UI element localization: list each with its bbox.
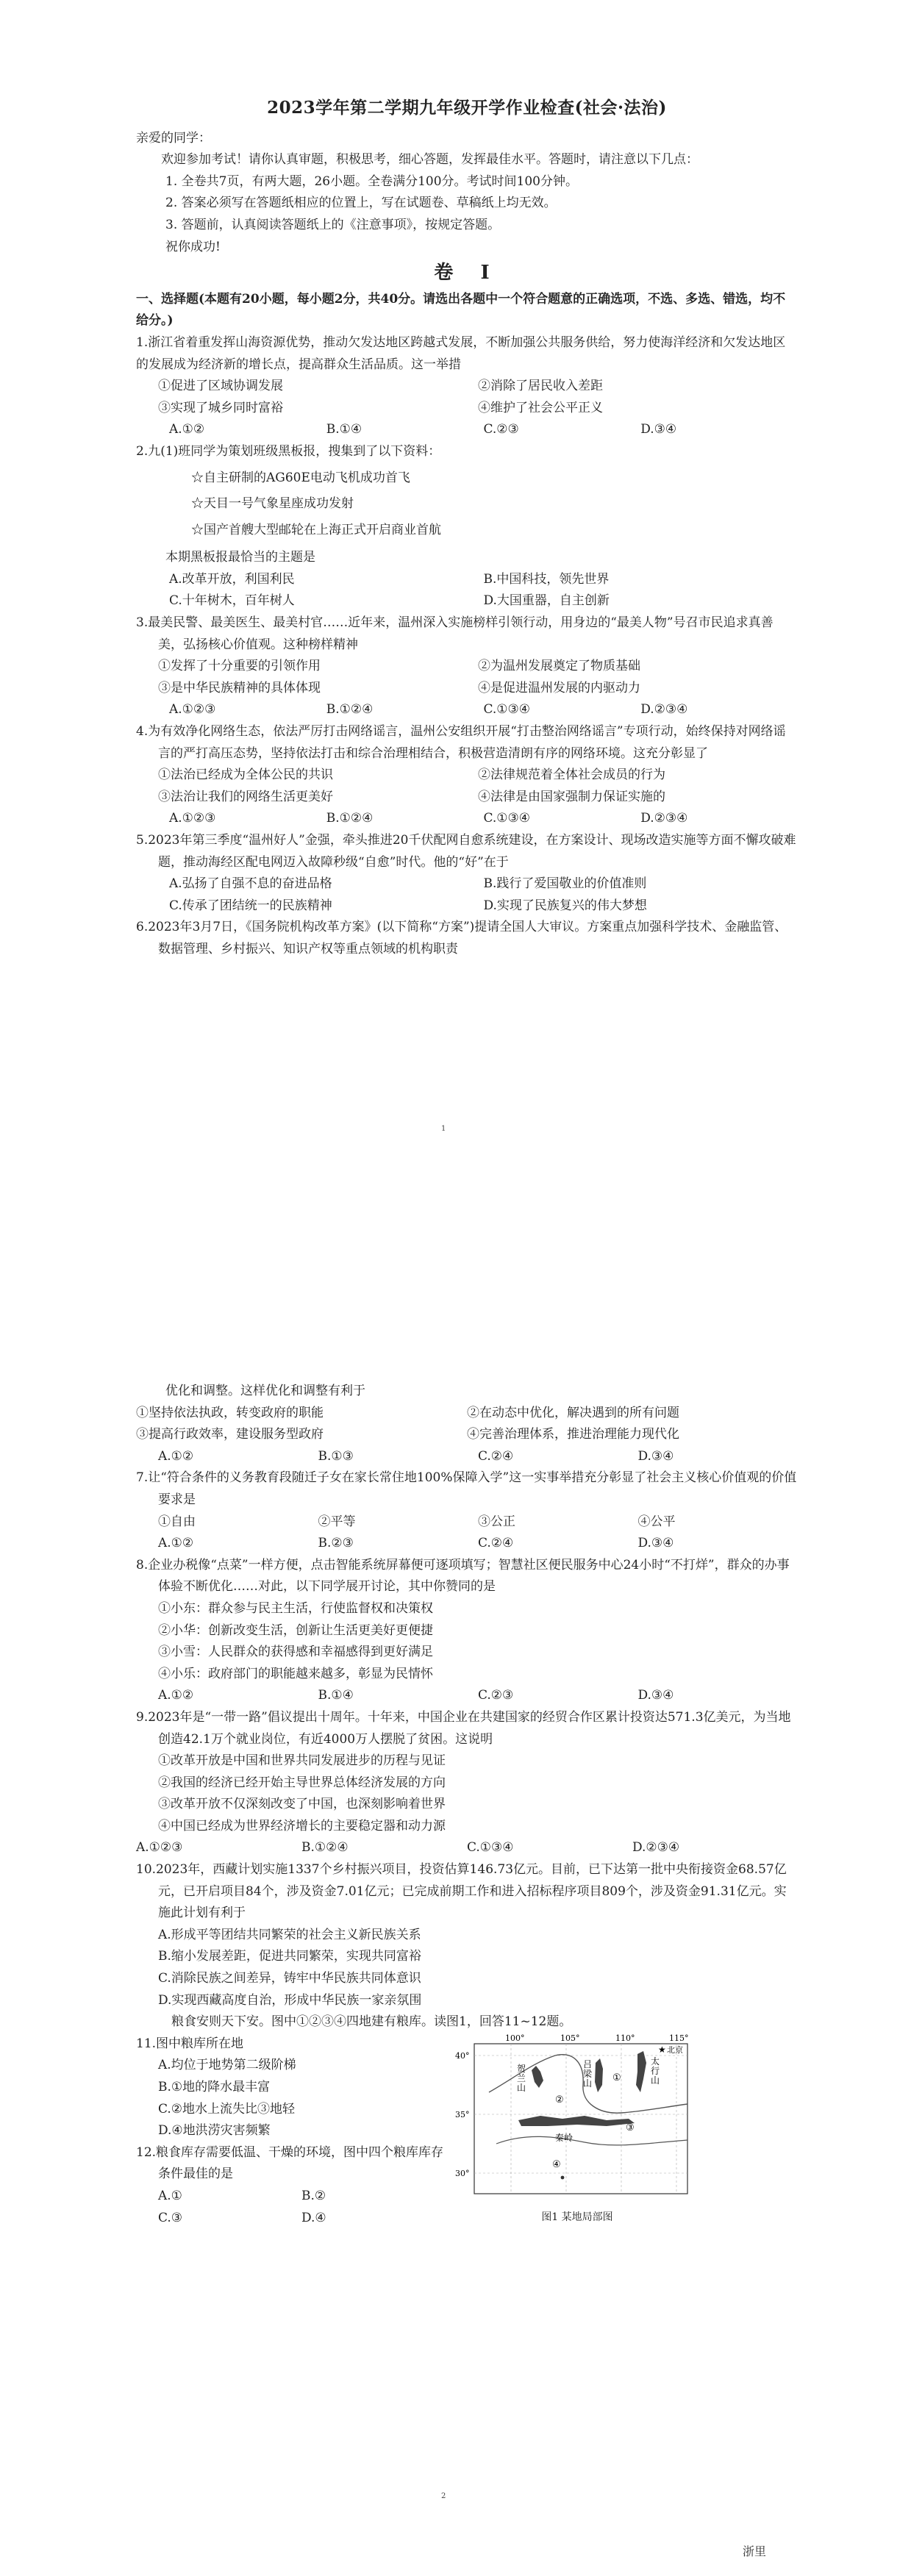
question-6-options [136, 1446, 798, 1468]
statement: ②法律规范着全体社会成员的行为 [478, 768, 665, 783]
option-a: A.改革开放，利国利民 [169, 571, 295, 587]
corner-watermark: 浙里 [743, 2544, 767, 2558]
option-b: B.② [301, 2188, 326, 2203]
map-figure [445, 2033, 710, 2224]
question-3-statements [136, 656, 798, 678]
statement: ③法治让我们的网络生活更美好 [158, 789, 333, 804]
option-d: D.实现了民族复兴的伟大梦想 [483, 898, 647, 913]
option-a: A.①②③ [169, 811, 216, 826]
beijing-label: 北京 [667, 2044, 683, 2055]
statement: ②消除了居民收入差距 [478, 379, 603, 394]
option-a: A.均位于地势第二级阶梯 [158, 2058, 296, 2073]
question-2-stem: 2.九(1)班同学为策划班级黑板报，搜集到了以下资料： [136, 443, 441, 459]
question-7-statements [136, 1511, 798, 1534]
option-a: A.弘扬了自强不息的奋进品格 [169, 876, 332, 892]
statement: ②平等 [318, 1514, 356, 1529]
question-1-statements [136, 376, 798, 398]
question-2-options [136, 569, 798, 591]
question-11-12-block [136, 2033, 798, 2229]
question-11-stem: 11.图中粮库所在地 [136, 2036, 244, 2051]
statement: ③小雪：人民群众的获得感和幸福感得到更好满足 [158, 1645, 433, 1660]
lon-label: 100° [505, 2033, 525, 2043]
question-12-stem: 12.粮食库存需要低温、干燥的环境，图中四个粮库库存条件最佳的是 [136, 2144, 444, 2182]
option-b: B.缩小发展差距，促进共同繁荣，实现共同富裕 [158, 1949, 421, 1964]
option-a: A.①② [158, 1536, 194, 1551]
option-d: D.③④ [637, 1536, 674, 1551]
question-1-options [136, 419, 798, 441]
greeting: 亲爱的同学： [136, 130, 211, 146]
question-5-stem: 5.2023年第三季度“温州好人”金强，牵头推进20千伏配网自愈系统建设，在方案设计、现场改造实施等方面不懈攻破难题，推动海经区配电网迈入故障秒级“自愈”时代。他的“好”在于 [136, 833, 796, 870]
lat-label: 40° [455, 2050, 470, 2061]
question-3-options [136, 699, 798, 721]
question-2-options [136, 590, 798, 612]
option-c: C.②④ [478, 1448, 514, 1464]
option-b: B.①②④ [326, 811, 374, 826]
option-c: C.十年树木，百年树人 [169, 593, 295, 609]
statement: ④法律是由国家强制力保证实施的 [478, 789, 665, 804]
lon-label: 115° [669, 2033, 689, 2043]
wish-text: 祝你成功! [165, 239, 221, 254]
statement: ①改革开放是中国和世界共同发展进步的历程与见证 [158, 1753, 446, 1769]
option-d: D.④ [301, 2210, 326, 2225]
option-c: C.②④ [478, 1536, 514, 1551]
option-c: C.消除民族之间差异，铸牢中华民族共同体意识 [158, 1971, 421, 1986]
qinling-label: 秦岭 [555, 2132, 574, 2143]
question-5-options [136, 895, 798, 917]
question-3-stem: 3.最美民警、最美医生、最美村官……近年来，温州深入实施榜样引领行动，用身边的“最美人物”号召市民追求真善美，弘扬核心价值观。这种榜样精神 [136, 615, 774, 652]
lvliang-label: 吕梁山 [583, 2058, 593, 2089]
map-svg [445, 2033, 710, 2200]
option-b: B.①④ [326, 422, 362, 437]
note-3: 3. 答题前，认真阅读答题纸上的《注意事项》，按规定答题。 [165, 217, 501, 232]
question-10-stem: 10.2023年，西藏计划实施1337个乡村振兴项目，投资估算146.73亿元。目前，已下达第一批中央衔接资金68.57亿元，已开启项目84个，涉及资金7.01亿元；已完成前期工作和进入招标程序项目809个，涉及资金91.31亿元。实施此计划有利于 [136, 1862, 787, 1921]
question-1-stem: 1.浙江省着重发挥山海资源优势，推动欠发达地区跨越式发展，不断加强公共服务供给，努力使海洋经济和欠发达地区的发展成为经济新的增长点，提高群众生活品质。这一举措 [136, 334, 786, 372]
option-b: B.①④ [318, 1688, 354, 1703]
helan-label: 贺兰山 [517, 2063, 526, 2093]
question-8-options [136, 1685, 798, 1707]
option-a: A.①② [158, 1448, 194, 1464]
question-12-options [136, 2186, 445, 2208]
option-b: B.①地的降水最丰富 [158, 2080, 271, 2094]
question-12-options [136, 2208, 445, 2230]
granary-marker-1: ① [612, 2072, 621, 2083]
option-d: D.大国重器，自主创新 [483, 593, 610, 609]
option-d: D.②③④ [640, 702, 688, 718]
question-4-stem: 4.为有效净化网络生态，依法严厉打击网络谣言，温州公安组织开展“打击整治网络谣言”专项行动，始终保持对网络谣言的严打高压态势，坚持依法打击和综合治理相结合，积极营造清朗有序的网络环境。这充分彰显了 [136, 724, 786, 761]
statement: ④完善治理体系，推进治理能力现代化 [467, 1427, 679, 1442]
statement: ①发挥了十分重要的引领作用 [158, 659, 321, 674]
option-b: B.①②④ [326, 702, 374, 718]
statement: ④公平 [637, 1514, 676, 1529]
statement: ③提高行政效率，建设服务型政府 [136, 1427, 324, 1442]
statement: ①促进了区域协调发展 [158, 379, 283, 394]
volume-heading: 卷 I [434, 262, 500, 285]
statement: ④小乐：政府部门的职能越来越多，彰显为民情怀 [158, 1666, 433, 1681]
taihang-label: 太行山 [651, 2056, 660, 2086]
note-2: 2. 答案必须写在答题纸相应的位置上，写在试题卷、草稿纸上均无效。 [165, 196, 557, 211]
question-9-options [136, 1837, 798, 1859]
option-c: C.②③ [483, 422, 519, 437]
option-c: C.③ [158, 2210, 183, 2225]
question-6-statements [136, 1403, 798, 1425]
option-d: D.③④ [637, 1448, 674, 1464]
option-b: B.践行了爱国敬业的价值准则 [483, 876, 647, 892]
option-c: C.①③④ [483, 811, 531, 826]
statement: ②在动态中优化，解决遇到的所有问题 [467, 1405, 679, 1420]
map-caption: 图1 某地局部图 [541, 2211, 613, 2224]
option-c: C.①③④ [483, 702, 531, 718]
option-b: B.①②④ [301, 1840, 349, 1856]
question-5-options [136, 873, 798, 895]
option-d: D.③④ [640, 422, 677, 437]
question-9-stem: 9.2023年是“一带一路”倡议提出十周年。十年来，中国企业在共建国家的经贸合作区累计投资达571.3亿美元，为当地创造42.1万个就业岗位，有近4000万人摆脱了贫困。这说明 [136, 1709, 791, 1747]
page-number: 1 [441, 1125, 446, 1133]
granary-marker-2: ② [555, 2094, 564, 2105]
lon-label: 105° [560, 2033, 580, 2043]
option-a: A.①② [169, 422, 205, 437]
section-heading: 一、选择题(本题有20小题，每小题2分，共40分。请选出各题中一个符合题意的正确选项，不选、多选、错选，均不给分。) [136, 291, 786, 329]
statement: ④维护了社会公平正义 [478, 400, 603, 415]
page-1 [0, 0, 911, 1147]
statement: ②我国的经济已经开始主导世界总体经济发展的方向 [158, 1775, 446, 1790]
statement: ③实现了城乡同时富裕 [158, 400, 283, 415]
question-7-options [136, 1533, 798, 1555]
page-2 [0, 1147, 911, 2576]
exam-title: 2023学年第二学期九年级开学作业检查(社会·法治) [267, 98, 667, 118]
question-4-options [136, 808, 798, 830]
option-a: A.①②③ [136, 1840, 183, 1856]
question-6-statements [136, 1424, 798, 1446]
question-4-statements [136, 765, 798, 787]
option-d: D.②③④ [640, 811, 688, 826]
statement: ③是中华民族精神的具体体现 [158, 680, 321, 695]
lat-label: 35° [455, 2109, 470, 2119]
question-6-stem: 6.2023年3月7日，《国务院机构改革方案》(以下简称“方案”)提请全国人大审议。方案重点加强科学技术、金融监管、数据管理、乡村振兴、知识产权等重点领域的机构职责 [136, 920, 787, 956]
question-11-intro: 粮食安则天下安。图中①②③④四地建有粮库。读图1，回答11~12题。 [171, 2014, 572, 2030]
statement: ②小华：创新改变生活，创新让生活更美好更便捷 [158, 1622, 433, 1638]
statement: ③改革开放不仅深刻改变了中国，也深刻影响着世界 [158, 1797, 446, 1812]
option-b: B.中国科技，领先世界 [483, 571, 610, 587]
question-11-12-text [136, 2033, 445, 2229]
question-6-continued: 优化和调整。这样优化和调整有利于 [165, 1384, 365, 1398]
granary-marker-3: ③ [626, 2122, 635, 2133]
option-a: A.① [158, 2188, 182, 2203]
option-b: B.②③ [318, 1536, 354, 1551]
question-2-prompt: 本期黑板报最恰当的主题是 [165, 550, 315, 565]
material-line: ☆国产首艘大型邮轮在上海正式开启商业首航 [191, 522, 441, 537]
question-7-stem: 7.让“符合条件的义务教育段随迁子女在家长常住地100%保障入学”这一实事举措充分彰显了社会主义核心价值观的价值要求是 [136, 1470, 797, 1507]
question-4-statements [136, 787, 798, 809]
material-line: ☆天目一号气象星座成功发射 [191, 496, 354, 512]
option-a: A.①② [158, 1688, 194, 1703]
option-c: C.①③④ [467, 1840, 514, 1856]
lat-label: 30° [455, 2168, 470, 2178]
statement: ④中国已经成为世界经济增长的主要稳定器和动力源 [158, 1818, 446, 1833]
question-3-statements [136, 678, 798, 700]
lon-label: 110° [615, 2033, 635, 2043]
page-1-content [136, 97, 798, 961]
option-c: C.②地水上流失比③地轻 [158, 2101, 296, 2117]
option-a: A.①②③ [169, 702, 216, 718]
page-number: 2 [441, 2492, 446, 2500]
star-icon: ★ [658, 2044, 666, 2055]
option-b: B.①③ [318, 1448, 354, 1464]
statement: ①法治已经成为全体公民的共识 [158, 768, 333, 783]
statement: ②为温州发展奠定了物质基础 [478, 659, 640, 674]
granary-marker-4: ④ [552, 2158, 561, 2170]
page-2-content [136, 1381, 798, 2229]
question-8-stem: 8.企业办税像“点菜”一样方便，点击智能系统屏幕便可逐项填写；智慧社区便民服务中心24小时“不打烊”，群众的办事体验不断优化……对此，以下同学展开讨论，其中你赞同的是 [136, 1557, 790, 1595]
option-d: D.②③④ [632, 1840, 680, 1856]
statement: ①小东：群众参与民主生活，行使监督权和决策权 [158, 1600, 433, 1616]
option-c: C.②③ [478, 1688, 514, 1703]
option-a: A.形成平等团结共同繁荣的社会主义新民族关系 [158, 1927, 421, 1942]
intro-text: 欢迎参加考试！请你认真审题，积极思考，细心答题，发挥最佳水平。答题时，请注意以下几点： [161, 152, 699, 168]
option-d: D.③④ [637, 1688, 674, 1703]
material-line: ☆自主研制的AG60E电动飞机成功首飞 [191, 470, 410, 485]
option-d: D.④地洪涝灾害频繁 [158, 2123, 271, 2139]
note-1: 1. 全卷共7页，有两大题，26小题。全卷满分100分。考试时间100分钟。 [165, 173, 578, 189]
city-dot [561, 2175, 565, 2179]
statement: ①坚持依法执政，转变政府的职能 [136, 1405, 324, 1420]
option-d: D.实现西藏高度自治，形成中华民族一家亲氛围 [158, 1992, 422, 2008]
option-c: C.传承了团结统一的民族精神 [169, 898, 332, 913]
statement: ③公正 [478, 1514, 515, 1529]
question-1-statements [136, 398, 798, 420]
statement: ①自由 [158, 1514, 196, 1529]
statement: ④是促进温州发展的内驱动力 [478, 680, 640, 695]
